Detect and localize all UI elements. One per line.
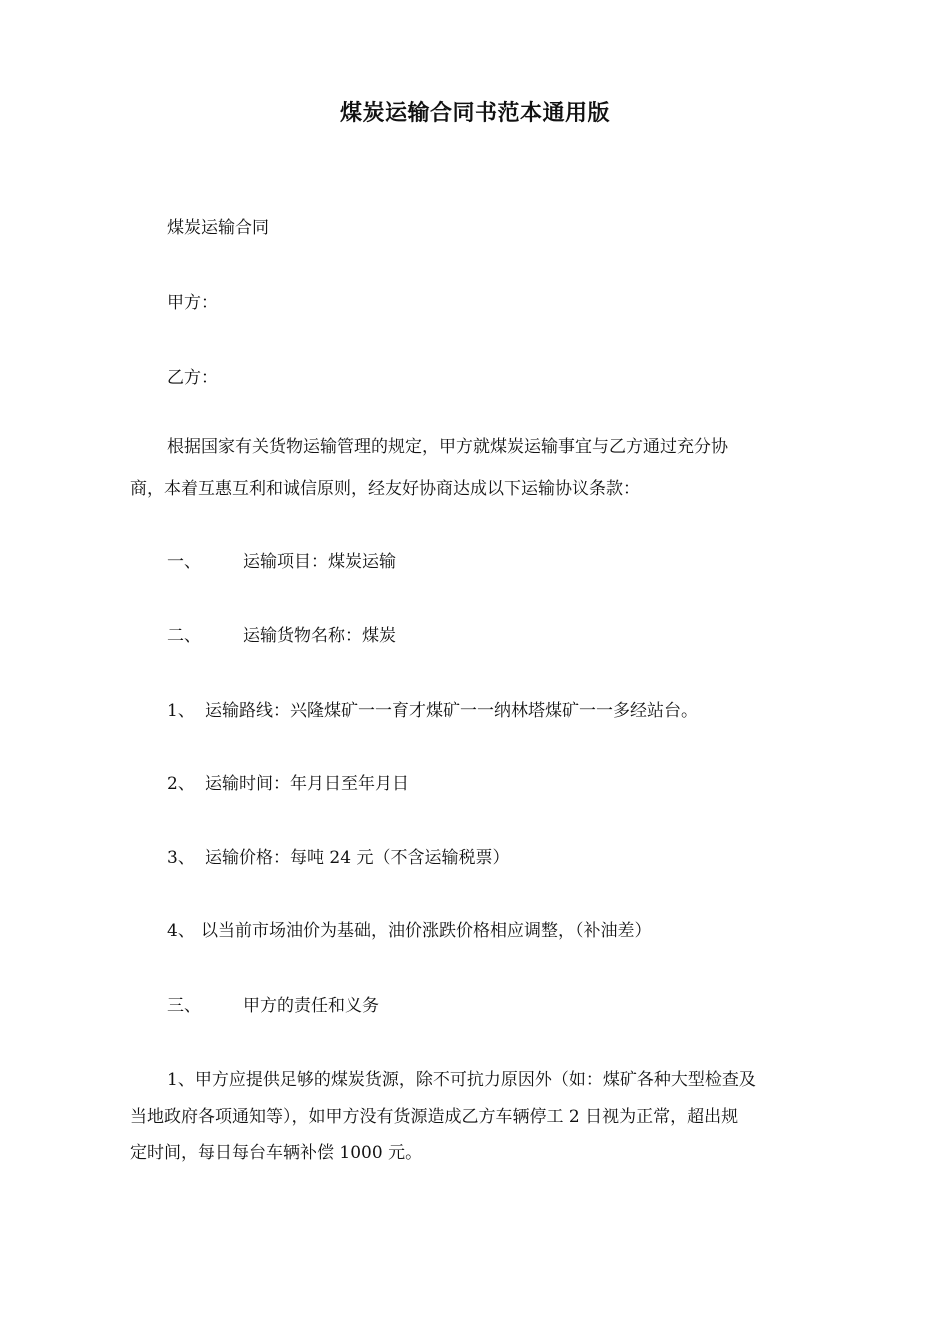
section-text: 甲方的责任和义务	[243, 996, 379, 1016]
item-number: 2、	[167, 774, 195, 794]
item-text: 以当前市场油价为基础，油价涨跌价格相应调整，（补油差）	[201, 921, 652, 941]
section-number: 三、	[167, 996, 201, 1016]
clause-1-line1: 1、甲方应提供足够的煤炭货源，除不可抗力原因外（如：煤矿各种大型检查及	[167, 1070, 756, 1090]
section-three	[167, 996, 379, 1016]
item-text: 运输价格：每吨 24 元（不含运输税票）	[205, 848, 510, 868]
item-3	[167, 848, 509, 868]
item-number: 1、	[167, 701, 195, 721]
section-number: 一、	[167, 552, 201, 572]
contract-heading: 煤炭运输合同	[167, 218, 269, 238]
section-text: 运输项目：煤炭运输	[243, 552, 396, 572]
item-2	[167, 774, 409, 794]
clause-1-line2: 当地政府各项通知等），如甲方没有货源造成乙方车辆停工 2 日视为正常，超出规	[130, 1107, 739, 1127]
party-b-label: 乙方：	[167, 368, 218, 388]
clause-1-line3: 定时间，每日每台车辆补偿 1000 元。	[130, 1143, 423, 1163]
item-text: 运输时间：年月日至年月日	[205, 774, 409, 794]
intro-paragraph-line1: 根据国家有关货物运输管理的规定，甲方就煤炭运输事宜与乙方通过充分协	[167, 437, 728, 457]
document-title: 煤炭运输合同书范本通用版	[339, 100, 610, 126]
intro-paragraph-line2: 商，本着互惠互利和诚信原则，经友好协商达成以下运输协议条款：	[130, 479, 640, 499]
party-a-label: 甲方：	[167, 293, 218, 313]
item-number: 3、	[167, 848, 195, 868]
item-number: 4、	[167, 921, 195, 941]
section-two	[167, 626, 396, 646]
section-number: 二、	[167, 626, 201, 646]
item-1	[167, 701, 698, 721]
section-one	[167, 552, 396, 572]
section-text: 运输货物名称：煤炭	[243, 626, 396, 646]
item-4	[167, 921, 652, 941]
item-text: 运输路线：兴隆煤矿一一育才煤矿一一纳林塔煤矿一一多经站台。	[205, 701, 698, 721]
